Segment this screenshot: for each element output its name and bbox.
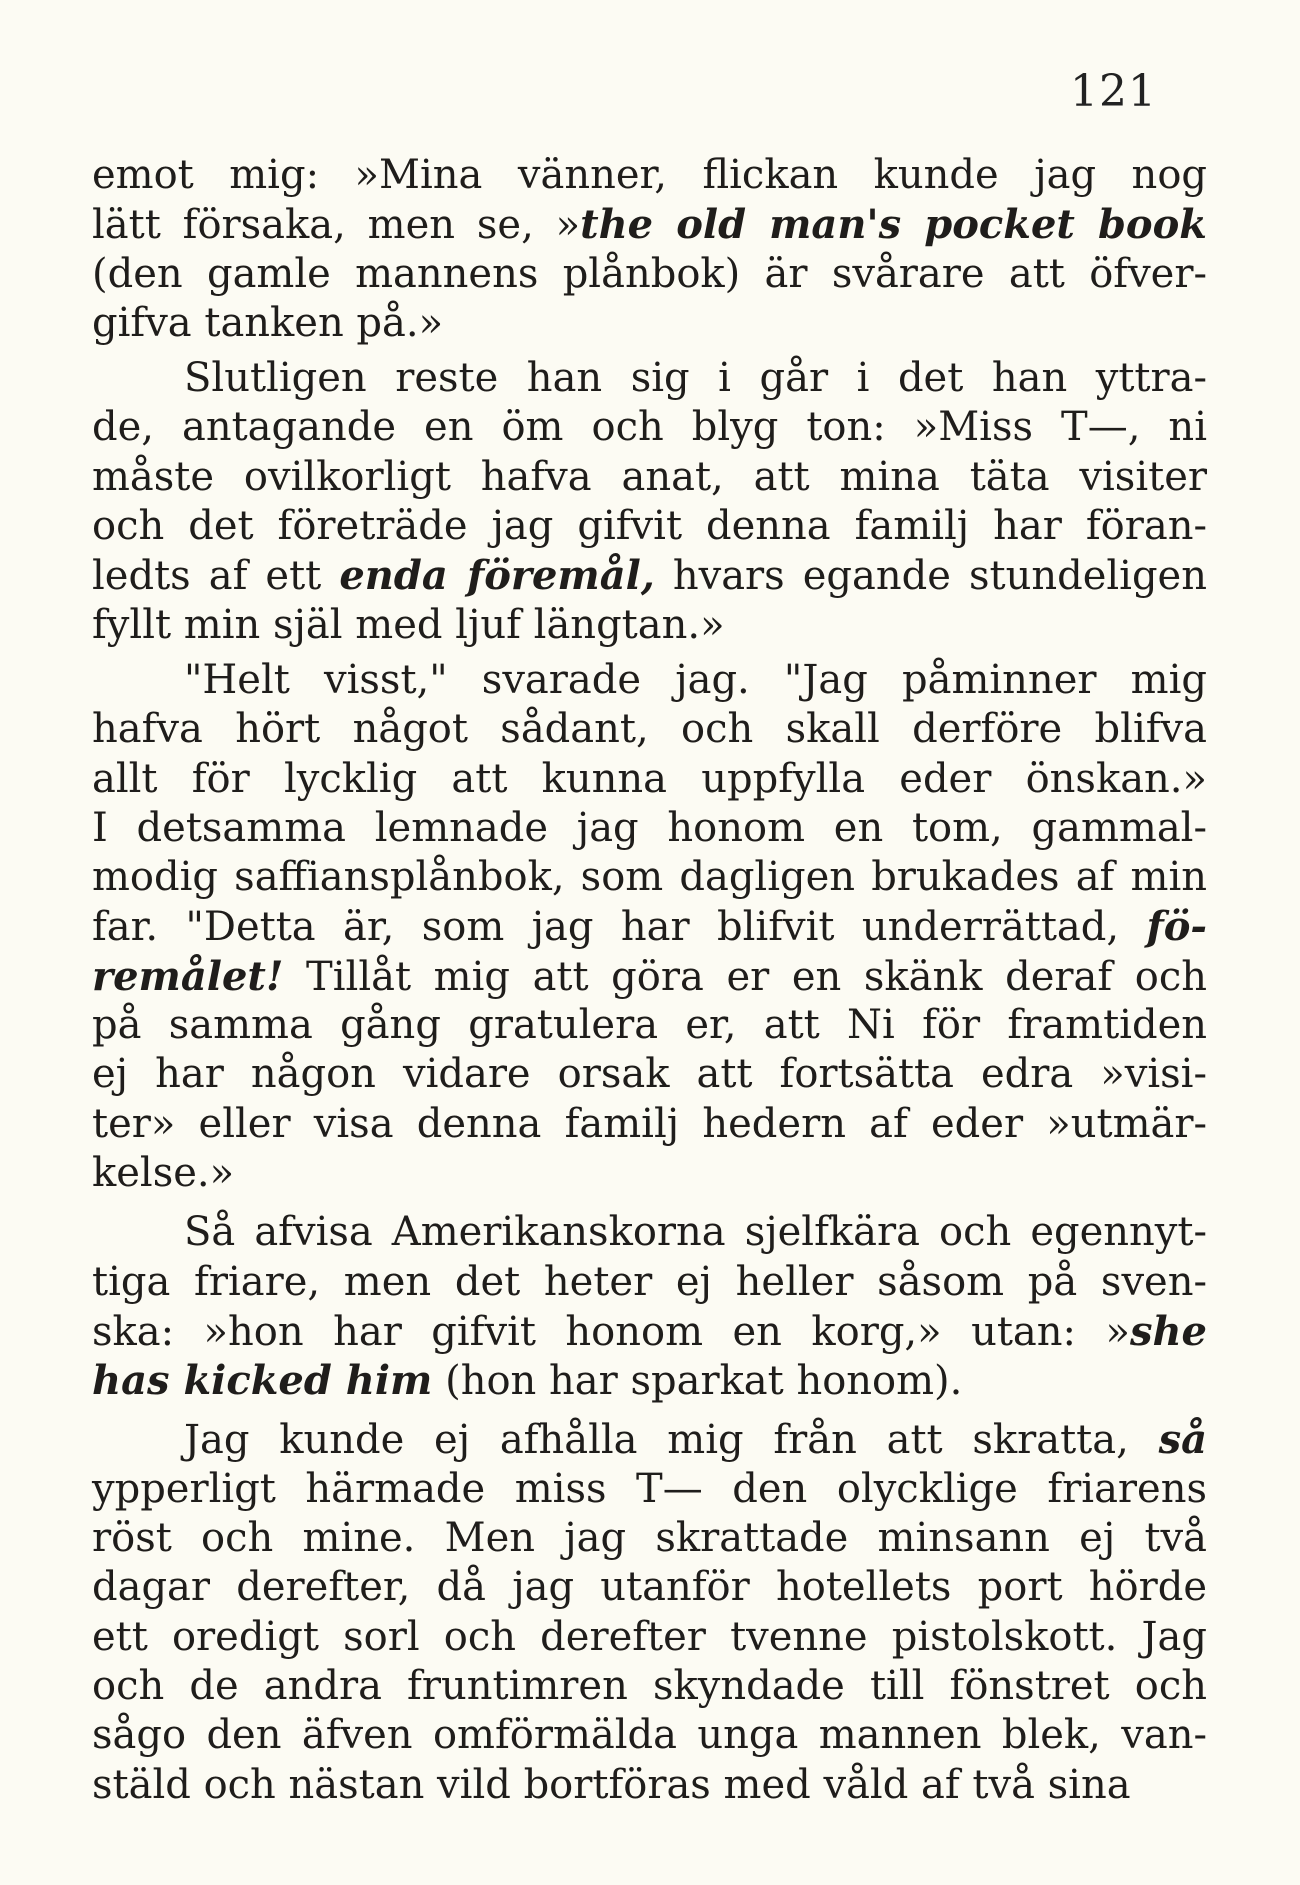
text-line (92, 705, 1207, 754)
text-line (92, 601, 1207, 650)
text-line (92, 1711, 1207, 1760)
text-line (92, 1613, 1207, 1662)
page-number: 121 (1070, 66, 1157, 117)
text-run: ett oredigt sorl och derefter tvenne pistolskott. Jag (92, 1613, 1207, 1660)
italic-text: enda föremål, (339, 552, 655, 600)
paragraph (92, 354, 1207, 650)
text-run: ej har någon vidare orsak att fortsätta edra »visi- (92, 1051, 1207, 1098)
italic-text: the old man's pocket book (580, 201, 1207, 249)
text-run: hvars egande stundeligen (654, 553, 1207, 600)
text-run: dagar derefter, då jag utanför hotellets port hörde (92, 1564, 1207, 1611)
text-run: Så afvisa Amerikanskorna sjelfkära och egennyt- (184, 1209, 1207, 1256)
italic-text: she (1129, 1307, 1207, 1355)
text-line (92, 1307, 1207, 1356)
paragraph (92, 151, 1207, 348)
text-run: I detsamma lemnade jag honom en tom, gammal- (92, 804, 1207, 851)
text-line (92, 1761, 1207, 1810)
text-run: modig saffiansplånbok, som dagligen brukades af min (92, 854, 1207, 901)
text-run: ledts af ett (92, 553, 340, 600)
body-text (92, 151, 1207, 1810)
text-run: fyllt min själ med ljuf längtan.» (92, 601, 725, 648)
text-line (92, 453, 1207, 502)
text-line (92, 1050, 1207, 1099)
italic-text: remålet! (92, 952, 284, 1000)
text-run: stäld och nästan vild bortföras med våld af två sina (92, 1761, 1131, 1808)
text-line (92, 656, 1207, 705)
text-line (92, 200, 1207, 249)
text-run: far. "Detta är, som jag har blifvit underrättad, (92, 904, 1147, 951)
paragraph-gap (92, 1198, 1207, 1208)
text-line (92, 952, 1207, 1001)
paragraph (92, 656, 1207, 1198)
text-line (92, 299, 1207, 348)
paragraph (92, 1415, 1207, 1809)
text-run: ypperligt härmade miss T— den olycklige friarens (92, 1465, 1207, 1512)
text-run: ska: »hon har gifvit honom en korg,» utan: » (92, 1308, 1130, 1355)
text-line (92, 403, 1207, 452)
text-line (92, 551, 1207, 600)
text-run: måste ovilkorligt hafva anat, att mina täta visiter (92, 453, 1207, 500)
text-line (92, 853, 1207, 902)
text-run: Slutligen reste han sig i går i det han yttra- (184, 355, 1207, 402)
text-run: Tillåt mig att göra er en skänk deraf och (283, 953, 1207, 1000)
italic-text: has kicked him (92, 1357, 433, 1405)
text-run: sågo den äfven omförmälda unga mannen blek, van- (92, 1712, 1207, 1759)
text-line (92, 1514, 1207, 1563)
text-run: ter» eller visa denna familj hedern af eder »utmär- (92, 1100, 1207, 1147)
text-line (92, 1100, 1207, 1149)
text-run: tiga friare, men det heter ej heller såsom på sven- (92, 1258, 1207, 1305)
text-line (92, 1465, 1207, 1514)
text-line (92, 1149, 1207, 1198)
text-run: röst och mine. Men jag skrattade minsann ej två (92, 1515, 1207, 1562)
italic-text: fö- (1146, 903, 1207, 951)
text-run: allt för lycklig att kunna uppfylla eder önskan.» (92, 755, 1207, 802)
text-line (92, 1662, 1207, 1711)
paragraph-gap (92, 1405, 1207, 1415)
text-run: gifva tanken på.» (92, 299, 444, 346)
text-run: lätt försaka, men se, » (92, 202, 581, 249)
text-line (92, 902, 1207, 951)
text-line (92, 1415, 1207, 1464)
text-run: och de andra fruntimren skyndade till fönstret och (92, 1662, 1207, 1709)
text-run: Jag kunde ej afhålla mig från att skratta, (184, 1417, 1159, 1464)
text-line (92, 1208, 1207, 1257)
text-line (92, 804, 1207, 853)
text-run: (den gamle mannens plånbok) är svårare att öfver- (92, 250, 1207, 297)
text-line (92, 151, 1207, 200)
paragraph (92, 1208, 1207, 1405)
text-run: kelse.» (92, 1149, 235, 1196)
text-run: emot mig: »Mina vänner, flickan kunde jag nog (92, 152, 1207, 198)
text-line (92, 1258, 1207, 1307)
text-run: (hon har sparkat honom). (432, 1358, 963, 1405)
text-line (92, 755, 1207, 804)
text-run: de, antagande en öm och blyg ton: »Miss T—, ni (92, 404, 1207, 451)
italic-text: så (1158, 1416, 1207, 1464)
text-line (92, 502, 1207, 551)
text-line (92, 354, 1207, 403)
text-run: "Helt visst," svarade jag. "Jag påminner mig (184, 656, 1207, 703)
text-run: på samma gång gratulera er, att Ni för framtiden (92, 1002, 1207, 1049)
text-line (92, 250, 1207, 299)
text-line (92, 1001, 1207, 1050)
text-run: hafva hört något sådant, och skall derföre blifva (92, 706, 1207, 753)
text-line (92, 1563, 1207, 1612)
text-run: och det företräde jag gifvit denna familj har föran- (92, 503, 1207, 550)
text-line (92, 1356, 1207, 1405)
